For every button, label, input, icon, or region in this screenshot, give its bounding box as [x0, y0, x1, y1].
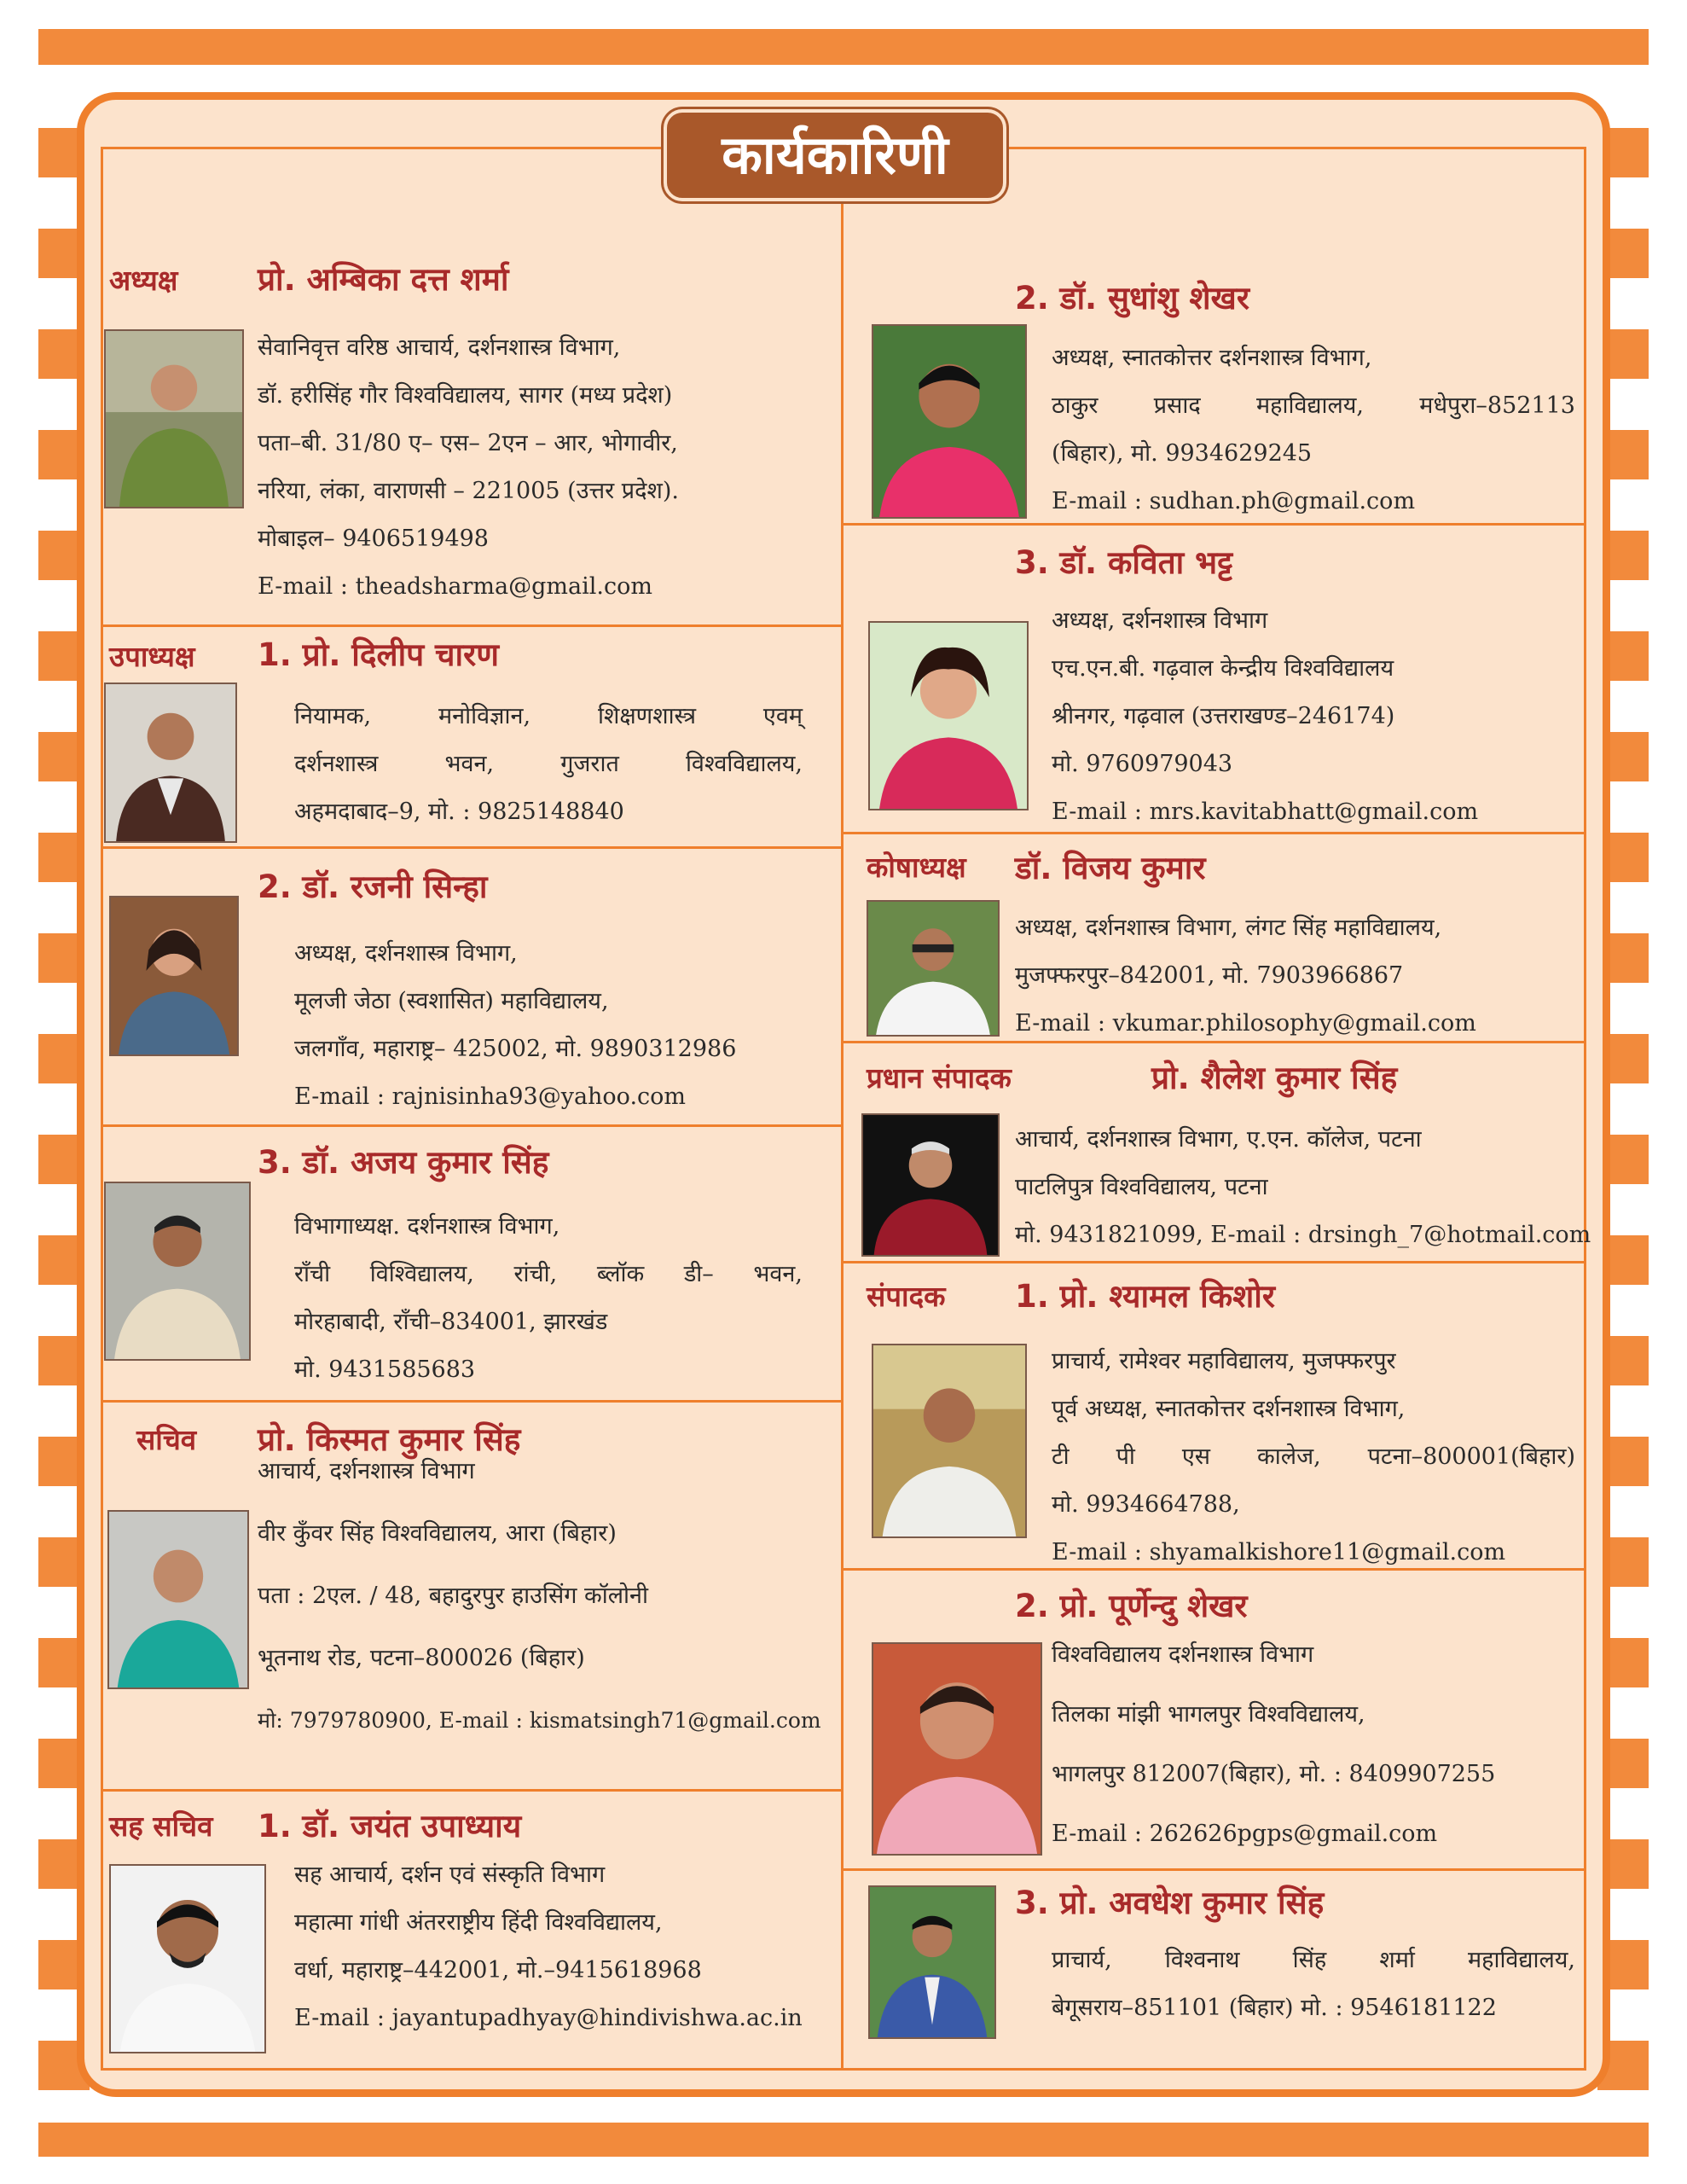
- member-name: 2. डॉ. रजनी सिन्हा: [258, 868, 488, 905]
- role-label-koshadhyaksh: कोषाध्यक्ष: [867, 851, 966, 884]
- top-stripe: [38, 29, 1649, 65]
- member-details: अध्यक्ष, दर्शनशास्त्र विभाग, लंगट सिंह महाविद्यालय, मुजफ्फरपुर–842001, मो. 7903966867 E-mail : vkumar.philosophy@gmail.com: [1015, 915, 1476, 1037]
- column-divider: [841, 147, 844, 2071]
- role-label-sahsachiv: सह सचिव: [109, 1809, 213, 1843]
- member-photo: [868, 1885, 996, 2039]
- member-photo: [867, 900, 1000, 1037]
- member-details: विभागाध्यक्ष. दर्शनशास्त्र विभाग, राँची विश्विद्यालय, रांची, ब्लॉक डी– भवन, मोरहाबादी, राँची–834001, झारखंड मो. 9431585683: [294, 1213, 803, 1383]
- member-details: सेवानिवृत्त वरिष्ठ आचार्य, दर्शनशास्त्र विभाग, डॉ. हरीसिंह गौर विश्वविद्यालय, सागर (मध्य प्रदेश) पता–बी. 31/80 ए– एस– 2एन – आर, भोगावीर, नरिया, लंका, वाराणसी – 221005 (उत्तर प्रदेश). मोबाइल– 9406519498 E-mail : theadsharma@gmail.com: [258, 334, 679, 600]
- member-details: आचार्य, दर्शनशास्त्र विभाग, ए.एन. कॉलेज, पटना पाटलिपुत्र विश्वविद्यालय, पटना मो. 9431821099, E-mail : drsingh_7@hotmail.com: [1015, 1126, 1591, 1248]
- member-name: 1. डॉ. जयंत उपाध्याय: [258, 1808, 522, 1844]
- member-name: प्रो. शैलेश कुमार सिंह: [1151, 1060, 1398, 1096]
- member-photo: [872, 1344, 1027, 1538]
- member-name: 2. डॉ. सुधांशु शेखर: [1015, 280, 1249, 317]
- member-name: 3. डॉ. कविता भट्ट: [1015, 544, 1233, 581]
- member-details: अध्यक्ष, स्नातकोत्तर दर्शनशास्त्र विभाग, ठाकुर प्रसाद महाविद्यालय, मधेपुरा–852113 (बिहार), मो. 9934629245 E-mail : sudhan.ph@gmail.com: [1052, 345, 1575, 514]
- member-photo: [104, 329, 244, 508]
- member-details: प्राचार्य, रामेश्वर महाविद्यालय, मुजफ्फरपुर पूर्व अध्यक्ष, स्नातकोत्तर दर्शनशास्त्र विभाग, टी पी एस कालेज, पटना–800001(बिहार) मो. 9934664788, E-mail : shyamalkishore11@gmail.com: [1052, 1348, 1575, 1565]
- member-photo: [104, 1182, 251, 1361]
- member-name: 2. प्रो. पूर्णेन्दु शेखर: [1015, 1588, 1248, 1624]
- role-label-adhyaksh: अध्यक्ष: [109, 264, 178, 297]
- member-photo: [104, 682, 237, 843]
- member-photo: [872, 324, 1027, 519]
- section-divider: [101, 1400, 843, 1403]
- section-divider: [101, 624, 843, 627]
- member-details: अध्यक्ष, दर्शनशास्त्र विभाग एच.एन.बी. गढ़वाल केन्द्रीय विश्वविद्यालय श्रीनगर, गढ़वाल (उत्तराखण्ड–246174) मो. 9760979043 E-mail : mrs.kavitabhatt@gmail.com: [1052, 607, 1479, 825]
- section-divider: [101, 846, 843, 849]
- member-photo: [109, 1864, 266, 2053]
- role-label-sachiv: सचिव: [136, 1423, 197, 1456]
- member-name: 1. प्रो. दिलीप चारण: [258, 636, 500, 673]
- role-label-upadhyaksh: उपाध्यक्ष: [109, 640, 195, 673]
- member-details: आचार्य, दर्शनशास्त्र विभाग वीर कुँवर सिंह विश्वविद्यालय, आरा (बिहार) पता : 2एल. / 48, बहादुरपुर हाउसिंग कॉलोनी भूतनाथ रोड, पटना–800026 (बिहार) मो: 7979780900, E-mail : kismatsingh71@gmail.com: [258, 1458, 821, 1733]
- member-details: विश्वविद्यालय दर्शनशास्त्र विभाग तिलका मांझी भागलपुर विश्वविद्यालय, भागलपुर 812007(बिहार), मो. : 8409907255 E-mail : 262626pgps@gmail.com: [1052, 1641, 1496, 1847]
- section-divider: [842, 1868, 1586, 1871]
- member-photo: [861, 1113, 1000, 1257]
- member-details: अध्यक्ष, दर्शनशास्त्र विभाग, मूलजी जेठा (स्वशासित) महाविद्यालय, जलगाँव, महाराष्ट्र– 425002, मो. 9890312986 E-mail : rajnisinha93@yahoo.com: [294, 940, 737, 1110]
- member-photo: [107, 1510, 249, 1689]
- page-title: कार्यकारिणी: [664, 109, 1006, 201]
- role-label-sampadak: संपादक: [867, 1280, 946, 1313]
- member-name: प्रो. अम्बिका दत्त शर्मा: [258, 261, 509, 298]
- member-details: सह आचार्य, दर्शन एवं संस्कृति विभाग महात्मा गांधी अंतरराष्ट्रीय हिंदी विश्वविद्यालय, वर्धा, महाराष्ट्र–442001, मो.–9415618968 E-mail : jayantupadhyay@hindivishwa.ac.in: [294, 1862, 803, 2031]
- member-name: 3. डॉ. अजय कुमार सिंह: [258, 1144, 549, 1181]
- role-label-pradhan-sampadak: प्रधान संपादक: [867, 1061, 1012, 1095]
- member-photo: [872, 1642, 1042, 1856]
- member-name: 3. प्रो. अवधेश कुमार सिंह: [1015, 1885, 1325, 1921]
- section-divider: [842, 1261, 1586, 1263]
- member-name: 1. प्रो. श्यामल किशोर: [1015, 1278, 1275, 1315]
- member-photo: [868, 621, 1029, 810]
- member-name: प्रो. किस्मत कुमार सिंह: [258, 1421, 521, 1458]
- section-divider: [101, 1789, 843, 1792]
- member-details: प्राचार्य, विश्वनाथ सिंह शर्मा महाविद्यालय, बेगूसराय–851101 (बिहार) मो. : 9546181122: [1052, 1947, 1575, 2021]
- member-photo: [109, 896, 239, 1056]
- bottom-stripe: [38, 2123, 1649, 2157]
- member-name: डॉ. विजय कुमार: [1015, 850, 1206, 886]
- member-details: नियामक, मनोविज्ञान, शिक्षणशास्त्र एवम् दर्शनशास्त्र भवन, गुजरात विश्वविद्यालय, अहमदाबाद–9, मो. : 9825148840: [294, 703, 803, 825]
- section-divider: [101, 1124, 843, 1127]
